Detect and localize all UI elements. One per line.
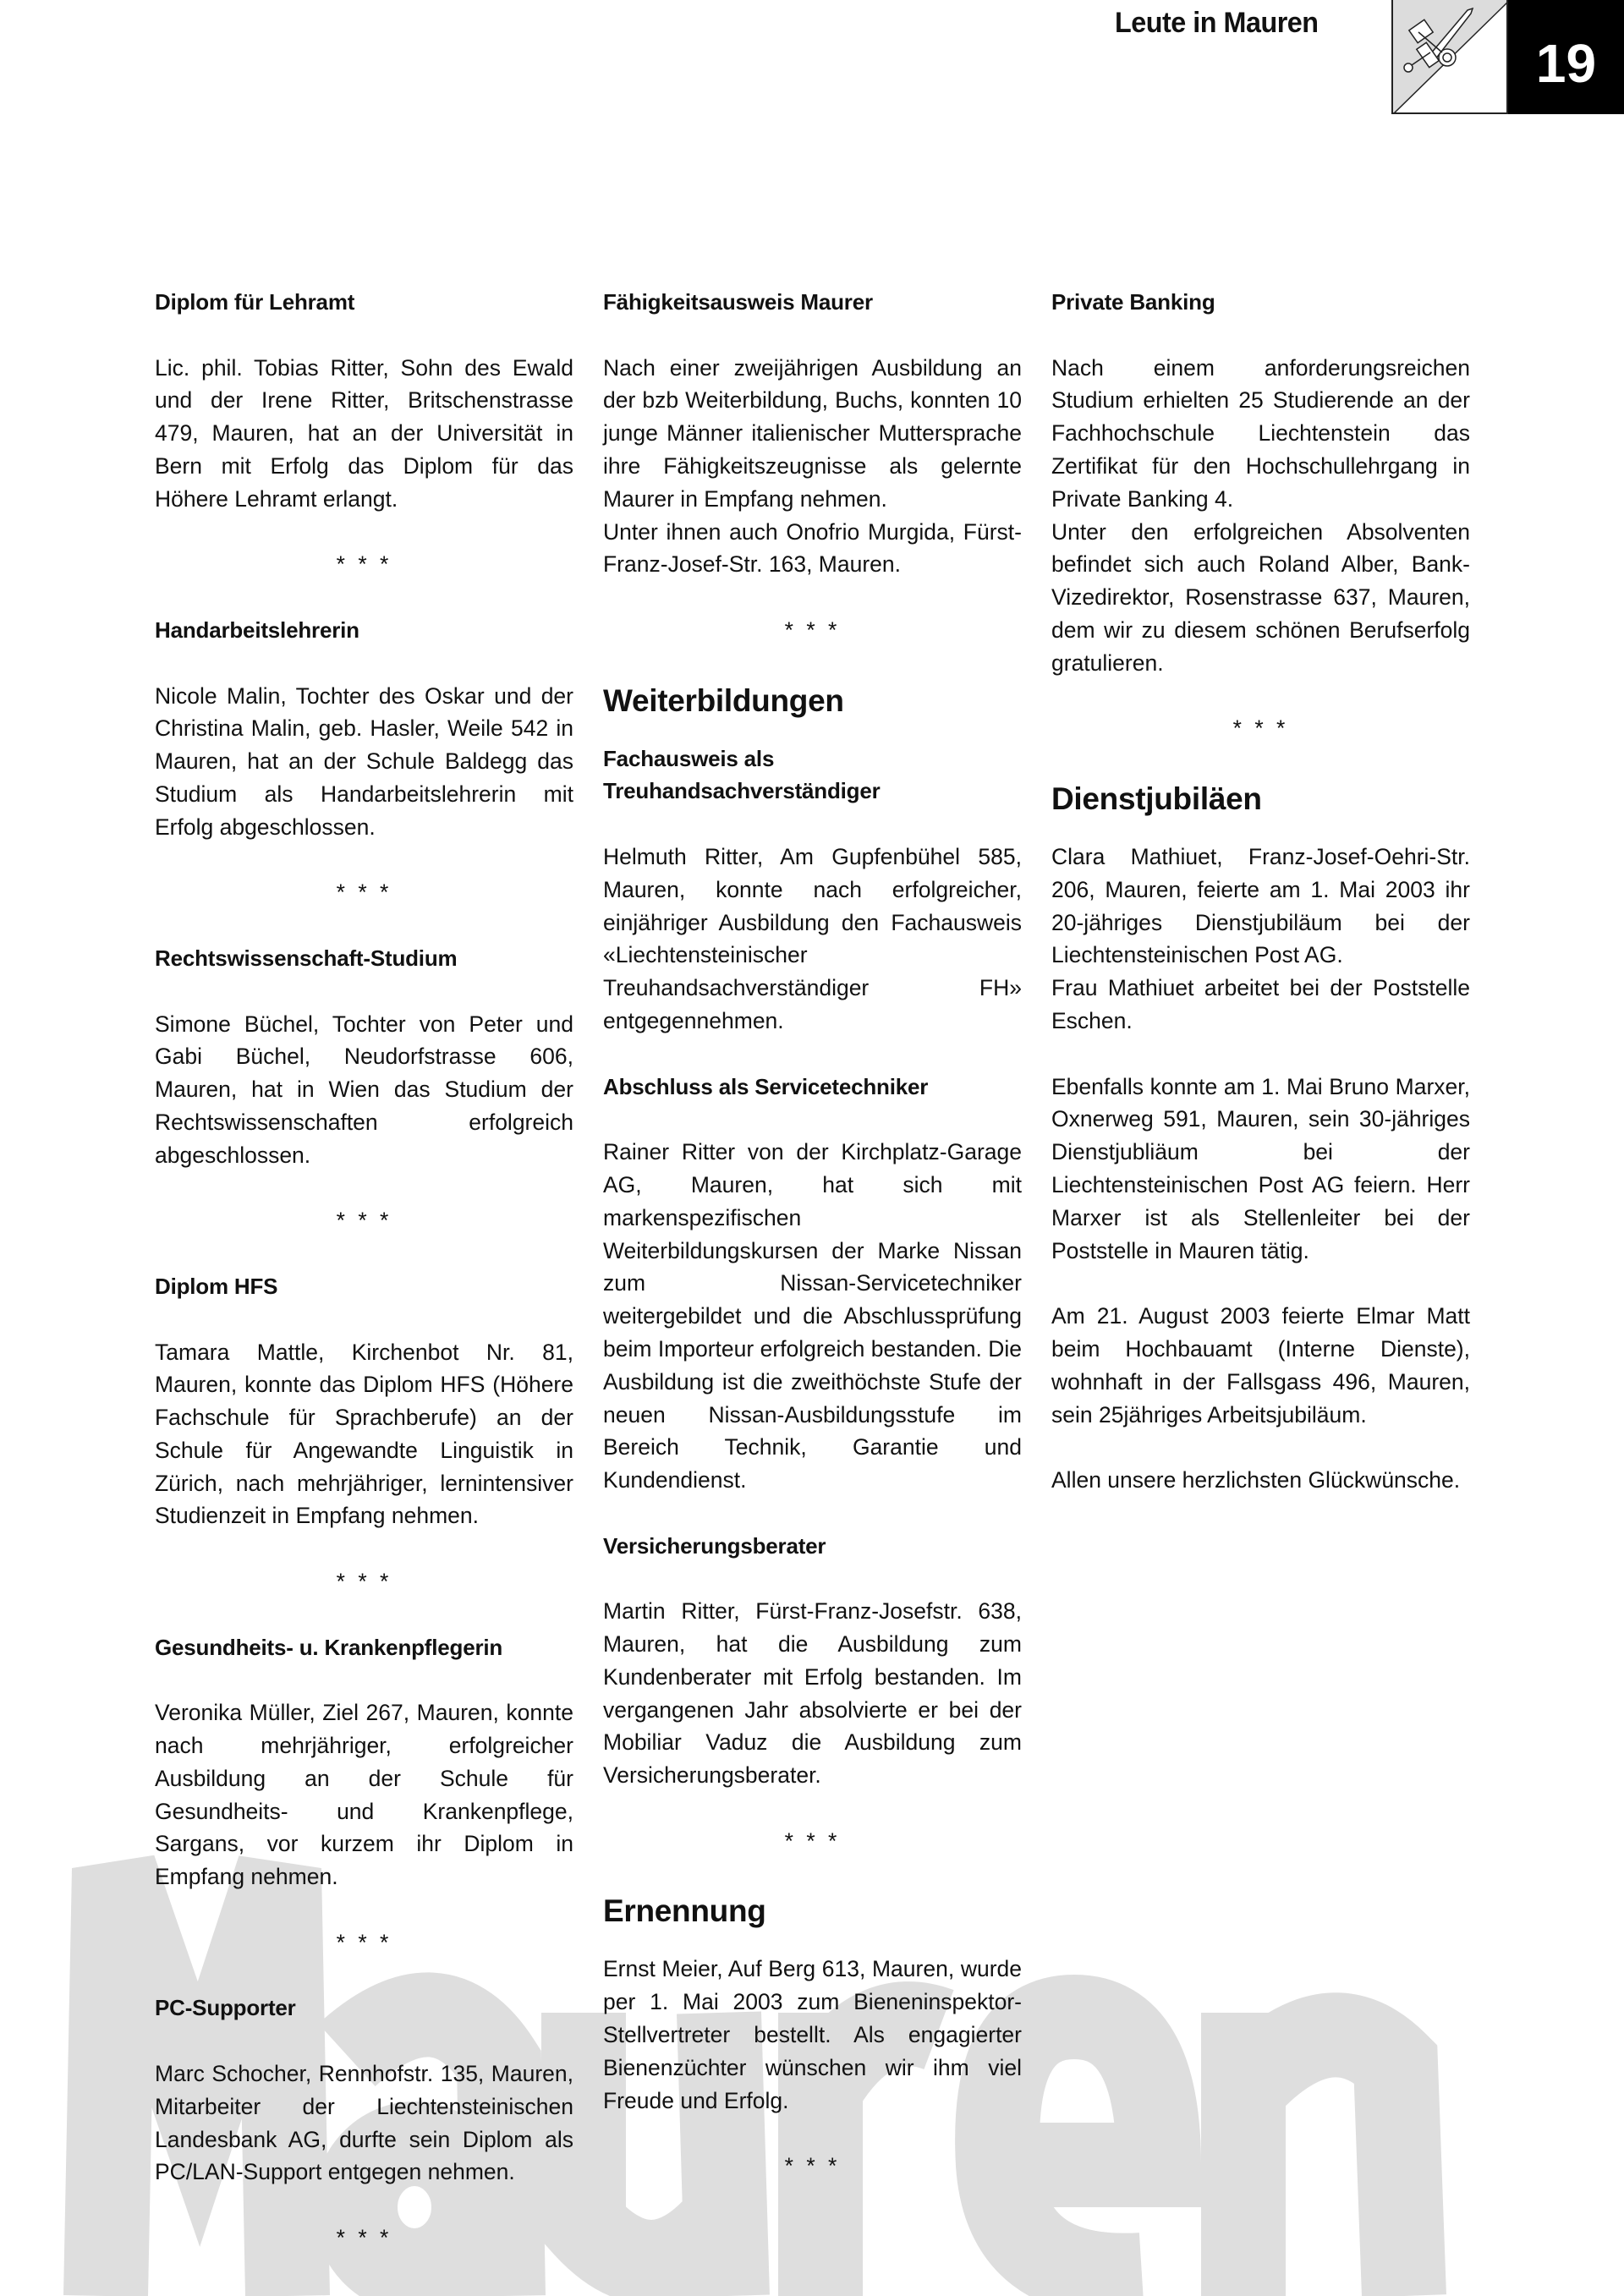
article-heading: Gesundheits- u. Krankenpflegerin bbox=[155, 1634, 503, 1660]
article-paragraph bbox=[603, 1136, 1022, 1497]
section-heading: Ernennung bbox=[603, 1893, 766, 1929]
article-paragraph bbox=[1051, 352, 1470, 680]
paragraph-text: Helmuth Ritter, Am Gupfenbühel 585, Mauren, konnte nach erfolgreicher, einjähriger Ausbildung den Fachausweis «Liechtensteinischer Treuhandsachverständiger FH» entgegennehmen. bbox=[603, 843, 1022, 1033]
article-heading: Fachausweis als Treuhandsachverständiger bbox=[603, 745, 881, 804]
article-heading: Fähigkeitsausweis Maurer bbox=[603, 289, 873, 315]
paragraph-text: Rainer Ritter von der Kirchplatz-Garage AG, Mauren, hat sich mit markenspezifischen Weiterbildungskursen der Marke Nissan zum Nissan-Servicetechniker weitergebildet und die Abschlussprüfung beim Importeur erfolgreich bestanden. Die Ausbildung ist die zweithöchste Stufe der neuen Nissan-Ausbildungsstufe im Bereich Technik, Garantie und Kundendienst. bbox=[603, 1139, 1022, 1493]
paragraph-text: Nach einer zweijährigen Ausbildung an der bzb Weiterbildung, Buchs, konnten 10 junge Männer italienischer Muttersprache ihre Fähigkeitszeugnisse als gelernte Maurer in Empfang nehmen. bbox=[603, 354, 1022, 512]
separator-stars: * * * bbox=[336, 1569, 392, 1595]
paragraph-text: Unter den erfolgreichen Absolventen befindet sich auch Roland Alber, Bank-Vizedirektor, Rosenstrasse 637, Mauren, dem wir zu diesem schönen Berufserfolg gratulieren. bbox=[1051, 518, 1470, 676]
article-paragraph bbox=[155, 352, 573, 516]
separator-stars: * * * bbox=[336, 879, 392, 906]
article-paragraph bbox=[1051, 1071, 1470, 1268]
column-middle bbox=[603, 286, 1022, 2216]
article-heading: Versicherungsberater bbox=[603, 1532, 826, 1559]
section-title: Leute in Mauren bbox=[1115, 7, 1319, 39]
article-paragraph bbox=[155, 1008, 573, 1172]
section-heading: Dienstjubiläen bbox=[1051, 781, 1262, 816]
article-paragraph bbox=[603, 841, 1022, 1038]
paragraph-text: Am 21. August 2003 feierte Elmar Matt beim Hochbauamt (Interne Dienste), wohnhaft in der Fallsgass 496, Mauren, sein 25jähriges Arbeitsjubiläum. bbox=[1051, 1303, 1470, 1427]
separator-stars: * * * bbox=[336, 551, 392, 578]
separator-stars: * * * bbox=[336, 2225, 392, 2251]
column-left bbox=[155, 286, 573, 2288]
article-paragraph bbox=[155, 1696, 573, 1893]
article-heading: Handarbeitslehrerin bbox=[155, 616, 359, 643]
article-heading: Diplom für Lehramt bbox=[155, 289, 355, 315]
paragraph-text: Marc Schocher, Rennhofstr. 135, Mauren, Mitarbeiter der Liechtensteinischen Landesbank AG, durfte sein Diplom als PC/LAN-Support entgegen nehmen. bbox=[155, 2061, 573, 2185]
article-paragraph bbox=[603, 352, 1022, 582]
paragraph-text: Ernst Meier, Auf Berg 613, Mauren, wurde per 1. Mai 2003 zum Bieneninspektor-Stellvertreter bestellt. Als engagierter Bienenzüchter wünschen wir ihm viel Freude und Erfolg. bbox=[603, 1956, 1022, 2113]
section-heading: Weiterbildungen bbox=[603, 682, 844, 718]
article-heading: Abschluss als Servicetechniker bbox=[603, 1073, 929, 1099]
article-paragraph bbox=[1051, 1464, 1470, 1497]
article-heading: Diplom HFS bbox=[155, 1273, 278, 1299]
separator-stars: * * * bbox=[336, 1208, 392, 1234]
coat-of-arms-icon bbox=[1391, 0, 1508, 114]
paragraph-text: Martin Ritter, Fürst-Franz-Josefstr. 638, Mauren, hat die Ausbildung zum Kundenberater mit Erfolg bestanden. Im vergangenen Jahr absolvierte er bei der Mobiliar Vaduz die Ausbildung zum Versicherungsberater. bbox=[603, 1598, 1022, 1789]
article-heading: PC-Supporter bbox=[155, 1995, 296, 2021]
separator-stars: * * * bbox=[784, 616, 841, 643]
paragraph-text: Allen unsere herzlichsten Glückwünsche. bbox=[1051, 1467, 1461, 1493]
paragraph-text: Ebenfalls konnte am 1. Mai Bruno Marxer, Oxnerweg 591, Mauren, sein 30-jähriges Dienstjubliäum bei der Liechtensteinischen Post AG feiern. Herr Marxer ist als Stellenleiter bei der Poststelle in Mauren tätig. bbox=[1051, 1073, 1470, 1263]
article-paragraph bbox=[603, 1595, 1022, 1792]
article-heading: Private Banking bbox=[1051, 289, 1215, 315]
article-paragraph bbox=[155, 2058, 573, 2189]
paragraph-text: Veronika Müller, Ziel 267, Mauren, konnte nach mehrjähriger, erfolgreicher Ausbildung an der Schule für Gesundheits- und Krankenpflege, Sargans, vor kurzem ihr Diplom in Empfang nehmen. bbox=[155, 1700, 573, 1890]
paragraph-text: Frau Mathiuet arbeitet bei der Poststelle Eschen. bbox=[1051, 975, 1470, 1033]
article-paragraph bbox=[1051, 1300, 1470, 1431]
paragraph-text: Unter ihnen auch Onofrio Murgida, Fürst-Franz-Josef-Str. 163, Mauren. bbox=[603, 518, 1022, 578]
paragraph-text: Clara Mathiuet, Franz-Josef-Oehri-Str. 206, Mauren, feierte am 1. Mai 2003 ihr 20-jähriges Dienstjubiläum bei der Liechtensteinischen Post AG. bbox=[1051, 843, 1470, 968]
separator-stars: * * * bbox=[784, 2153, 841, 2179]
paragraph-text: Nach einem anforderungsreichen Studium erhielten 25 Studierende an der Fachhochschule Liechtenstein das Zertifikat für den Hochschullehrgang in Private Banking 4. bbox=[1051, 354, 1470, 512]
paragraph-text: Lic. phil. Tobias Ritter, Sohn des Ewald und der Irene Ritter, Britschenstrasse 479, Mauren, hat an der Universität in Bern mit Erfolg das Diplom für das Höhere Lehramt erlangt. bbox=[155, 354, 573, 512]
separator-stars: * * * bbox=[784, 1827, 841, 1854]
paragraph-text: Simone Büchel, Tochter von Peter und Gabi Büchel, Neudorfstrasse 606, Mauren, hat in Wien das Studium der Rechtswissenschaften erfolgreich abgeschlossen. bbox=[155, 1011, 573, 1168]
separator-stars: * * * bbox=[1232, 715, 1289, 742]
separator-stars: * * * bbox=[336, 1929, 392, 1955]
paragraph-text: Nicole Malin, Tochter des Oskar und der Christina Malin, geb. Hasler, Weile 542 in Mauren, hat an der Schule Baldegg das Studium als Handarbeitslehrerin mit Erfolg abgeschlossen. bbox=[155, 682, 573, 840]
column-right bbox=[1051, 286, 1470, 1530]
article-paragraph bbox=[155, 1336, 573, 1533]
article-heading: Rechtswissenschaft-Studium bbox=[155, 945, 458, 971]
article-paragraph bbox=[603, 1953, 1022, 2117]
article-paragraph bbox=[155, 680, 573, 844]
page-number: 19 bbox=[1508, 0, 1624, 114]
article-paragraph bbox=[1051, 841, 1470, 1038]
watermark-letter-n bbox=[1243, 2013, 1404, 2296]
paragraph-text: Tamara Mattle, Kirchenbot Nr. 81, Mauren, konnte das Diplom HFS (Höhere Fachschule für Sprachberufe) an der Schule für Angewandte Linguistik in Zürich, nach mehrjähriger, lernintensiver Studienzeit in Empfang nehmen. bbox=[155, 1339, 573, 1529]
